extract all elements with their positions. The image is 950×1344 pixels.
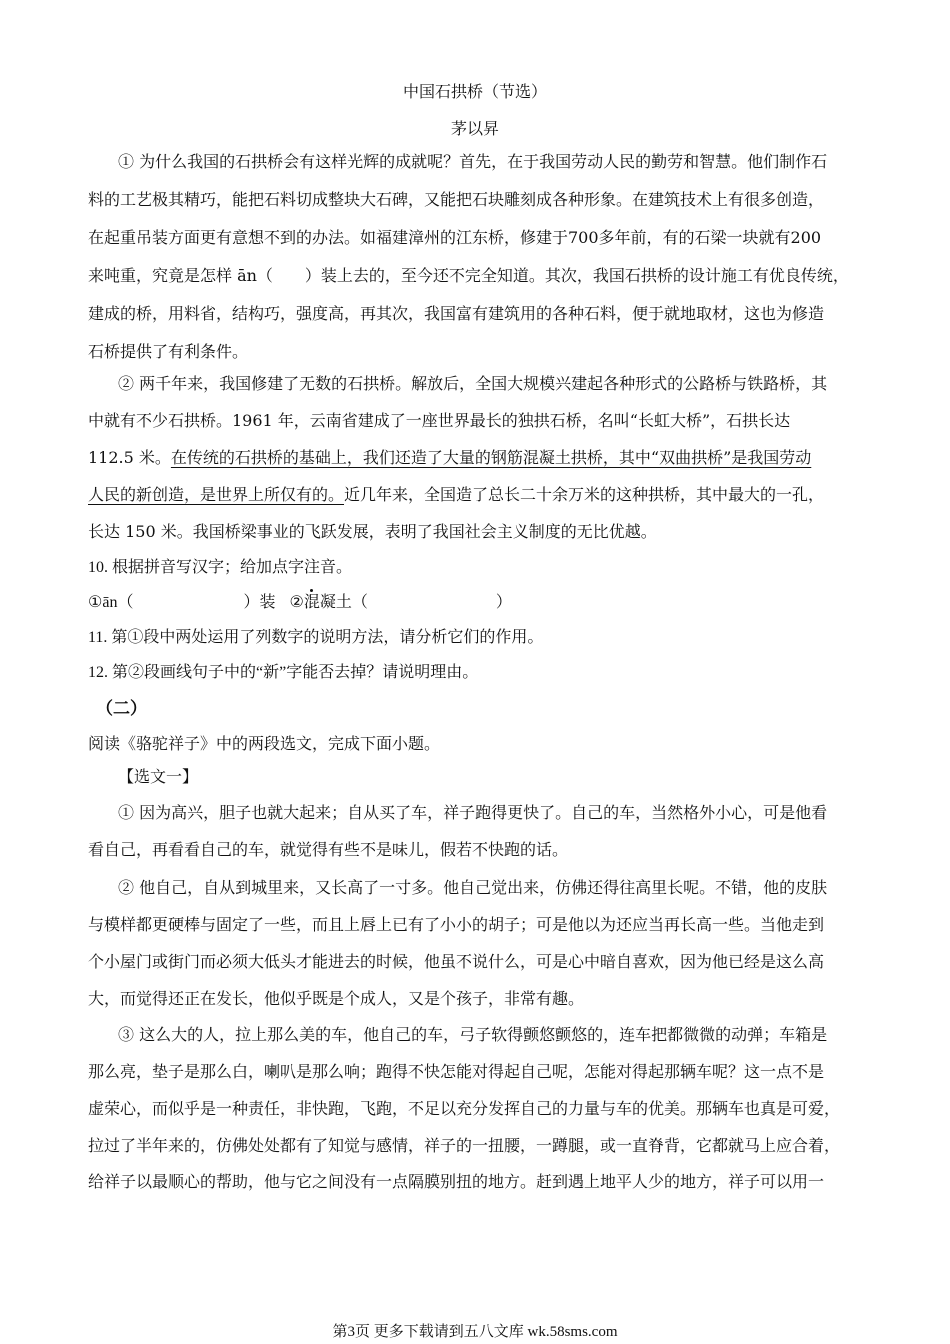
excerpt-line: 虚荣心，而似乎是一种责任，非快跑，飞跑，不足以充分发挥自己的力量与车的优美。那辆车也真是可爱， — [88, 1099, 841, 1118]
paragraph-2-line — [88, 446, 811, 470]
paragraph-2-line — [88, 483, 824, 507]
excerpt-line: 看自己，再看看自己的车，就觉得有些不是味儿，假若不快跑的话。 — [88, 840, 569, 859]
excerpt-line: 个小屋门或街门而必须大低头才能进去的时候，他虽不说什么，可是心中暗自喜欢，因为他已经是这么高 — [88, 952, 825, 971]
paragraph-2-line: ② 两千年来，我国修建了无数的石拱桥。解放后，全国大规模兴建起各种形式的公路桥与铁路桥，其 — [118, 374, 828, 393]
question-10-items — [88, 591, 512, 615]
underlined-sentence: 人民的新创造，是世界上所仅有的。 — [88, 485, 345, 504]
excerpt-line: 大，而觉得还正在发长，他似乎既是个成人，又是个孩子，非常有趣。 — [88, 989, 585, 1008]
q10-item-b-rest: 凝土（ — [319, 594, 368, 611]
q10-item-b-suffix: ） — [495, 594, 512, 611]
excerpt-line: 与模样都更硬棒与固定了一些，而且上唇上已有了小小的胡子；可是他以为还应当再长高一些。当他走到 — [88, 915, 825, 934]
paragraph-1-line: 石桥提供了有利条件。 — [88, 342, 249, 361]
q10-item-a-suffix: ）装 — [243, 594, 276, 611]
paragraph-1-line: 来吨重，究竟是怎样 ān（ ）装上去的，至今还不完全知道。其次，我国石拱桥的设计施工有优良传统， — [88, 266, 849, 285]
excerpt-line: ② 他自己，自从到城里来，又长高了一寸多。他自己觉出来，仿佛还得往高里长呢。不错，他的皮肤 — [118, 878, 828, 897]
excerpt-line: ① 因为高兴，胆子也就大起来；自从买了车，祥子跑得更快了。自己的车，当然格外小心，可是他看 — [118, 803, 828, 822]
excerpt-label: 【选文一】 — [118, 769, 199, 786]
question-10: 10. 根据拼音写汉字；给加点字注音。 — [88, 559, 353, 576]
paragraph-1-line: 建成的桥，用料省，结构巧，强度高，再其次，我国富有建筑用的各种石料，便于就地取材，这也为修造 — [88, 304, 825, 323]
q10-item-a-prefix: ①ān（ — [88, 594, 134, 611]
page-footer: 第3页 更多下载请到五八文库 wk.58sms.com — [332, 1324, 618, 1340]
excerpt-line: 拉过了半年来的，仿佛处处都有了知觉与感情，祥子的一扭腰，一蹲腿，或一直脊背，它都就马上应合着， — [88, 1136, 841, 1155]
dotted-character: 混 — [304, 591, 320, 615]
paragraph-1-line: 在起重吊装方面更有意想不到的办法。如福建漳州的江东桥，修建于700多年前，有的石梁一块就有200 — [88, 228, 822, 247]
q10-item-b-prefix: ② — [289, 594, 304, 611]
excerpt-line: 那么亮，垫子是那么白，喇叭是那么响；跑得不快怎能对得起自己呢，怎能对得起那辆车呢？这一点不是 — [88, 1062, 825, 1081]
excerpt-line: 给祥子以最顺心的帮助，他与它之间没有一点隔膜别扭的地方。赶到遇上地平人少的地方，祥子可以用一 — [88, 1172, 825, 1191]
paragraph-2-line: 长达 150 米。我国桥梁事业的飞跃发展，表明了我国社会主义制度的无比优越。 — [88, 522, 657, 541]
section-intro: 阅读《骆驼祥子》中的两段选文，完成下面小题。 — [88, 736, 441, 753]
question-11: 11. 第①段中两处运用了列数字的说明方法，请分析它们的作用。 — [88, 629, 544, 646]
excerpt-line: ③ 这么大的人，拉上那么美的车，他自己的车，弓子软得颤悠颤悠的，连车把都微微的动弹；车箱是 — [118, 1025, 828, 1044]
paragraph-2-text: 近几年来，全国造了总长二十余万米的这种拱桥，其中最大的一孔， — [344, 485, 825, 504]
article-title: 中国石拱桥（节选） — [402, 82, 547, 101]
section-heading: （二） — [96, 699, 147, 719]
paragraph-1-line: ① 为什么我国的石拱桥会有这样光辉的成就呢？首先，在于我国劳动人民的勤劳和智慧。他们制作石 — [118, 152, 828, 171]
question-12: 12. 第②段画线句子中的“新”字能否去掉？请说明理由。 — [88, 664, 479, 681]
paragraph-2-text: 112.5 米。 — [88, 448, 171, 467]
paragraph-1-line: 料的工艺极其精巧，能把石料切成整块大石碑，又能把石块雕刻成各种形象。在建筑技术上有很多创造， — [88, 190, 825, 209]
underlined-sentence: 在传统的石拱桥的基础上，我们还造了大量的钢筋混凝土拱桥，其中“双曲拱桥”是我国劳动 — [170, 448, 812, 467]
article-author: 茅以昇 — [450, 119, 499, 138]
paragraph-2-line: 中就有不少石拱桥。1961 年，云南省建成了一座世界最长的独拱石桥，名叫“长虹大桥”，石拱长达 — [88, 411, 791, 430]
